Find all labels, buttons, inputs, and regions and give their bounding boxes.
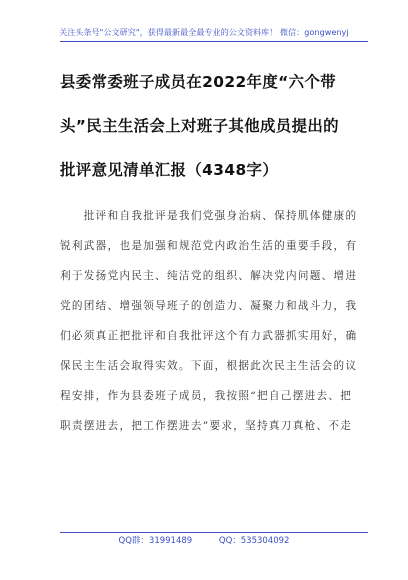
body-line: 程安排，作为县委班子成员，我按照“把自己摆进去、把 — [60, 390, 353, 402]
body-line: 保民主生活会取得实效。下面，根据此次民主生活会的议 — [60, 360, 358, 372]
title-line: 头”民主生活会上对班子其他成员提出的 — [60, 117, 339, 135]
document-title — [60, 60, 350, 192]
body-line: 们必须真正把批评和自我批评这个有力武器抓实用好，确 — [60, 330, 358, 342]
body-line: 利于发扬党内民主、纯洁党的组织、解决党内问题、增进 — [60, 270, 358, 282]
body-line: 党的团结、增强领导班子的创造力、凝聚力和战斗力，我 — [60, 300, 358, 312]
title-line: 县委常委班子成员在2022年度“六个带 — [60, 73, 337, 91]
body-paragraph — [60, 201, 358, 441]
header-note: 关注头条号"公文研究"，获得最新最全最专业的公文资料库！ 微信：gongwenyj — [59, 28, 349, 37]
footer-qq: QQ：535304092 — [218, 536, 290, 546]
header-divider — [60, 41, 368, 42]
footer — [0, 534, 408, 546]
footer-divider — [60, 532, 368, 533]
footer-qq-group: QQ群：31991489 — [118, 536, 193, 546]
body-line: 职责摆进去，把工作摆进去”要求，坚持真刀真枪、不走 — [60, 420, 353, 432]
body-line: 批评和自我批评是我们党强身治病、保持肌体健康的 — [60, 210, 358, 222]
body-line: 锐利武器，也是加强和规范党内政治生活的重要手段，有 — [60, 240, 358, 252]
title-line: 批评意见清单汇报（4348字） — [60, 161, 279, 179]
